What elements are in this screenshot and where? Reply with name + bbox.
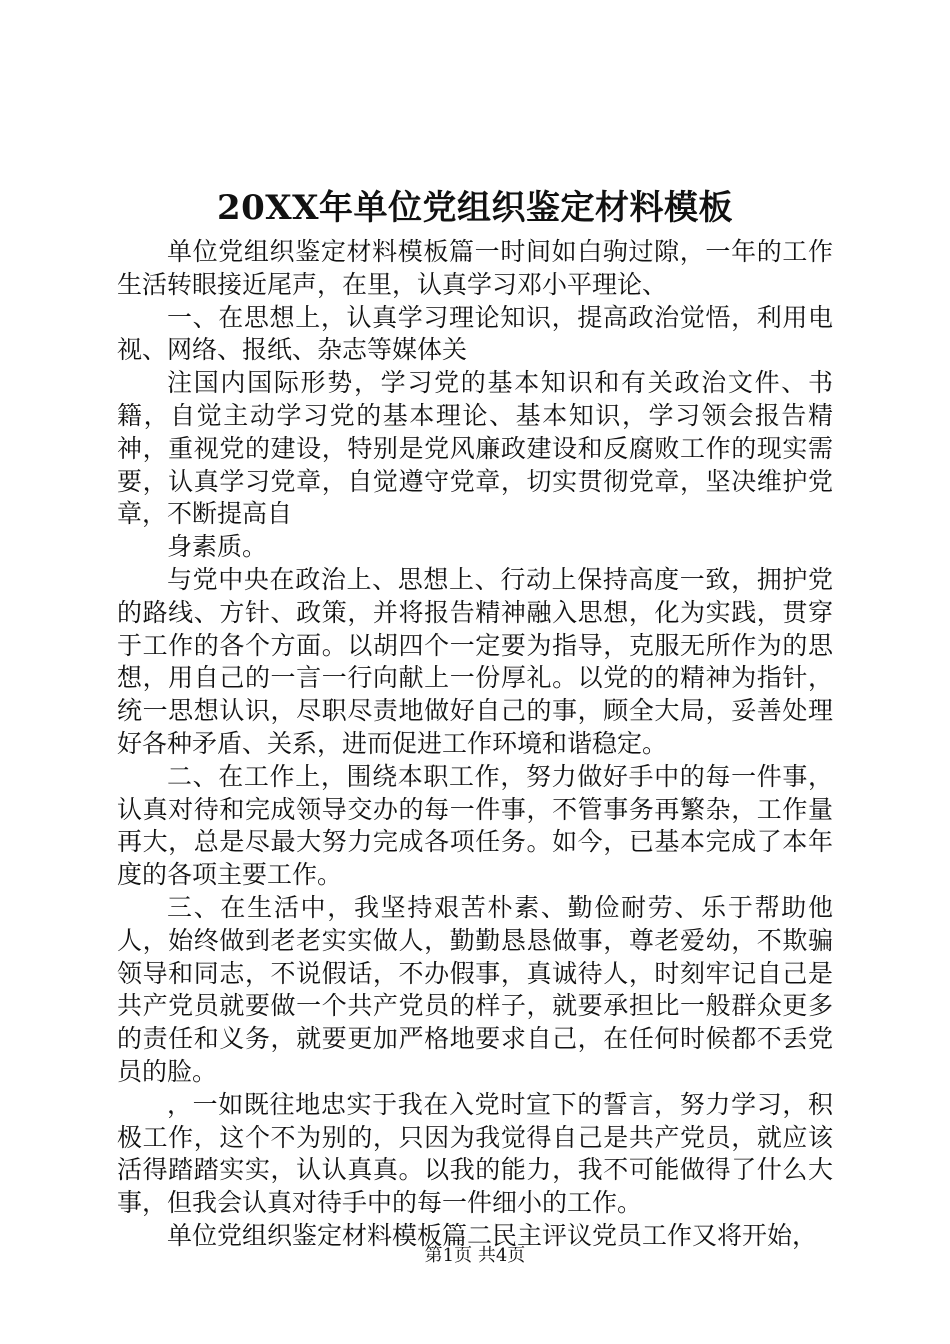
paragraph: 身素质。 (167, 532, 268, 562)
paragraph: 三、在生活中，我坚持艰苦朴素、勤俭耐劳、乐于帮助他人，始终做到老老实实做人，勤勤恳恳做事，尊老爱幼，不欺骗领导和同志，不说假话，不办假事，真诚待人，时刻牢记自己是共产党员就要做一个共产党员的样子，就要承担比一般群众更多的责任和义务，就要更加严格地要求自己，在任何时候都不丢党员的脸。 (117, 892, 833, 1086)
paragraph: 单位党组织鉴定材料模板篇二民主评议党员工作又将开始， (167, 1220, 818, 1250)
paragraph: 二、在工作上，围绕本职工作，努力做好手中的每一件事，认真对待和完成领导交办的每一件事，不管事务再繁杂，工作量再大，总是尽最大努力完成各项任务。如今，已基本完成了本年度的各项主要工作。 (117, 761, 833, 890)
paragraph: 与党中央在政治上、思想上、行动上保持高度一致，拥护党的路线、方针、政策，并将报告精神融入思想，化为实践，贯穿于工作的各个方面。以胡四个一定要为指导，克服无所作为的思想，用自己的一言一行向献上一份厚礼。以党的的精神为指针，统一思想认识，尽职尽责地做好自己的事，顾全大局，妥善处理好各种矛盾、关系，进而促进工作环境和谐稳定。 (117, 564, 833, 758)
document-title: 20XX年单位党组织鉴定材料模板 (216, 188, 734, 228)
paragraph: ，一如既往地忠实于我在入党时宣下的誓言，努力学习，积极工作，这个不为别的，只因为我觉得自己是共产党员，就应该活得踏踏实实，认认真真。以我的能力，我不可能做得了什么大事，但我会认真对待手中的每一件细小的工作。 (117, 1089, 833, 1218)
paragraph: 单位党组织鉴定材料模板篇一时间如白驹过隙，一年的工作生活转眼接近尾声，在里，认真学习邓小平理论、 (117, 237, 833, 299)
page-number-footer: 第1页 共4页 (424, 1245, 526, 1266)
paragraph: 注国内国际形势，学习党的基本知识和有关政治文件、书籍，自觉主动学习党的基本理论、基本知识，学习领会报告精神，重视党的建设，特别是党风廉政建设和反腐败工作的现实需要，认真学习党章，自觉遵守党章，切实贯彻党章，坚决维护党章，不断提高自 (117, 368, 833, 529)
paragraph: 一、在思想上，认真学习理论知识，提高政治觉悟，利用电视、网络、报纸、杂志等媒体关 (117, 302, 833, 365)
document-body (117, 236, 833, 1253)
